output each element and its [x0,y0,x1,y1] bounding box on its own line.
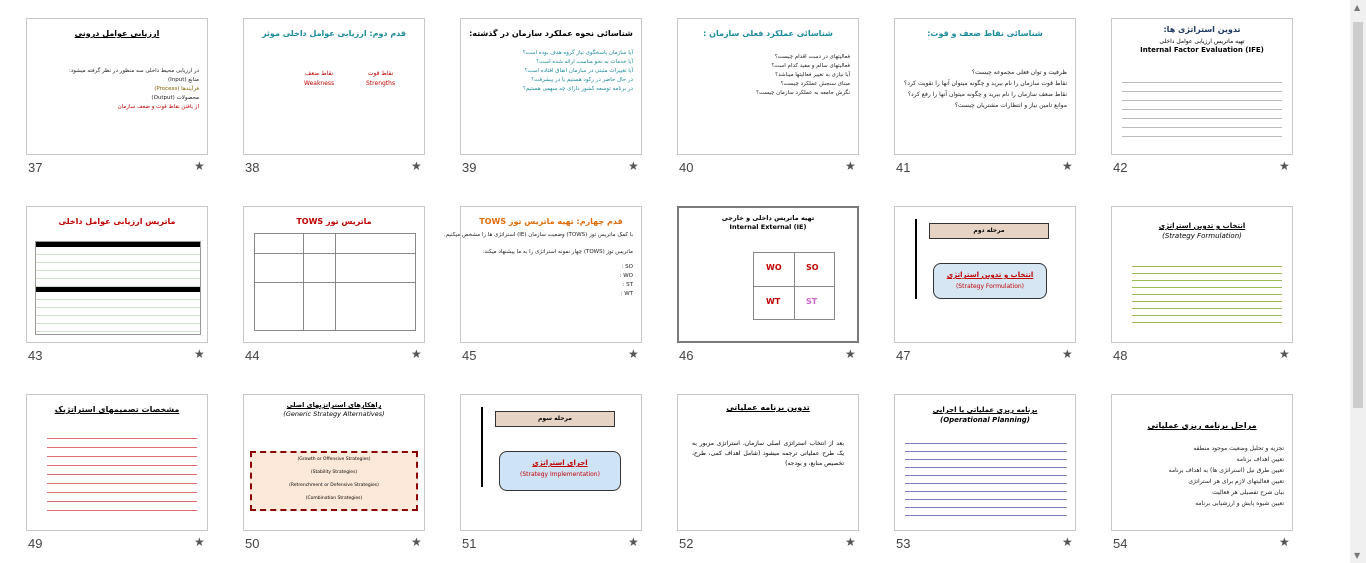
star-icon: ★ [628,159,639,173]
stage-title-en: (Strategy Implementation) [520,471,600,478]
slide-number: 41 [896,160,911,175]
slide-body: بعد از انتخاب استراتژی اصلی سازمان، استراتژی مزبور به یک طرح عملیاتی ترجمه میشود (شامل اهداف کمی، طرح، تخصیص منابع، و بودجه) [692,440,844,467]
slide-text-block [905,439,1067,519]
star-icon: ★ [628,535,639,549]
slide-line: منابع (Input) [167,77,199,83]
slide-title: قدم چهارم: تهیه ماتریس توز TOWS [479,217,623,226]
quadrant-wt: WT [766,297,781,306]
star-icon: ★ [1279,535,1290,549]
slide-title: تدوین برنامه عملیاتی [726,403,810,412]
slide-title: قدم دوم: ارزیابی عوامل داخلی موثر [261,29,407,38]
stage-label: مرحله سوم [495,411,615,427]
slide-line: در حال حاضر در رکود هستیم یا در پیشرفت؟ [531,77,633,83]
slide-line: WO : [619,273,633,279]
slide-thumbnail-48[interactable] [1085,188,1299,362]
slide-number: 40 [679,160,694,175]
slide-line: نگرش جامعه به عملکرد سازمان چیست؟ [756,90,850,96]
slide-line: آیا تغییرات مثبتی در سازمان اتفاق افتاده است؟ [524,68,633,74]
slide-thumbnail-44[interactable] [217,188,431,362]
star-icon: ★ [194,159,205,173]
slide-subtitle-en: Internal Factor Evaluation (IFE) [1140,46,1264,54]
slide-thumbnail-37[interactable] [0,0,214,174]
ie-matrix [753,252,835,320]
slide-thumbnail-42[interactable] [1085,0,1299,174]
star-icon: ★ [411,347,422,361]
star-icon: ★ [411,535,422,549]
slide-line: از یافتن نقاط قوت و ضعف سازمان [117,104,199,110]
slide-number: 43 [28,348,43,363]
slide-thumbnail-53[interactable] [868,376,1082,550]
strengths-en: Strengths [366,80,396,87]
slide-title: تهیه ماتریس داخلی و خارجی [721,214,815,222]
slide-line: بیان شرح تفصیلی هر فعالیت [1212,489,1284,496]
slide-line: تعیین فعالیتهای لازم برای هر استراتژی [1188,478,1284,485]
slide-thumbnail-49[interactable] [0,376,214,550]
slide-line: تعیین اهداف برنامه [1236,456,1284,463]
slide-line: محصولات (Output) [151,95,199,101]
star-icon: ★ [194,535,205,549]
slide-thumbnail-41[interactable] [868,0,1082,174]
stage-box [499,451,621,491]
star-icon: ★ [411,159,422,173]
star-icon: ★ [1279,159,1290,173]
slide-title: شناسائی نقاط ضعف و قوت: [927,29,1043,38]
slide-subtitle-en: (Operational Planning) [940,416,1030,424]
slide-line: تجزیه و تحلیل وضعیت موجود منطقه [1193,445,1284,452]
star-icon: ★ [845,535,856,549]
slide-number: 47 [896,348,911,363]
tows-grid [254,233,416,331]
star-icon: ★ [1062,535,1073,549]
strategy-option: (Growth or Offensive Strategies) [297,457,371,462]
slide-line: WT : [620,291,633,297]
star-icon: ★ [1279,347,1290,361]
slide-number: 48 [1113,348,1128,363]
slide-title: شناسائی عملکرد فعلی سازمان : [703,29,833,38]
slide-title: راهکارهای استراتژیهای اصلی [286,401,382,409]
slide-number: 42 [1113,160,1128,175]
slide-thumbnail-40[interactable] [651,0,865,174]
slide-text-block [1132,263,1282,323]
slide-number: 52 [679,536,694,551]
decorative-line [915,219,917,299]
slide-thumbnail-45[interactable] [434,188,648,362]
slide-title: ماتریس ارزیابی عوامل داخلی [58,217,176,226]
quadrant-wo: WO [766,263,782,272]
star-icon: ★ [194,347,205,361]
slide-line: ST : [622,282,633,288]
decorative-line [481,407,483,487]
scroll-up-icon[interactable]: ▲ [1354,3,1361,12]
slide-number: 49 [28,536,43,551]
slide-title: انتخاب و تدوین استراتژی [1158,222,1246,230]
slide-number: 50 [245,536,260,551]
vertical-scrollbar[interactable] [1350,0,1366,563]
slide-line: فعالیتهای سالم و مفید کدام است؟ [771,63,850,69]
slide-thumbnail-46[interactable] [651,188,865,362]
slide-number: 53 [896,536,911,551]
slide-subtitle-en: (Generic Strategy Alternatives) [283,410,385,418]
ife-table [35,241,201,335]
slide-thumbnail-38[interactable] [217,0,431,174]
slide-number: 38 [245,160,260,175]
slide-title: مراحل برنامه ریزی عملیاتی [1147,421,1257,430]
slide-line: SO : [621,264,633,270]
slide-line: ظرفیت و توان فعلی مجموعه چیست؟ [971,69,1067,76]
slide-line: موانع تامین نیاز و انتظارات مشتریان چیست؟ [954,102,1067,109]
slide-thumbnail-43[interactable] [0,188,214,362]
weakness-label: نقاط ضعف [304,70,334,77]
scrollbar-thumb[interactable] [1353,22,1363,408]
generic-strategies-box [250,451,418,511]
slide-title: ارزیابی عوامل درونی [74,29,160,38]
stage-title: اجرای استراتژی [532,459,588,467]
slide-number: 51 [462,536,477,551]
slide-subtitle-en: (Strategy Formulation) [1162,232,1242,240]
slide-line: تعیین شیوه پایش و ارزشیابی برنامه [1195,500,1284,507]
slide-line: فعالیتهای در دست اقدام چیست؟ [774,54,850,60]
slide-thumbnail-54[interactable] [1085,376,1299,550]
slide-title: شناسائی نحوه عملکرد سازمان در گذشته: [469,29,633,38]
slide-line: ماتریس توز (TOWS) چهار نمونه استراتژی را به ما پیشنهاد میکند: [482,249,633,255]
slide-number: 39 [462,160,477,175]
strengths-label: نقاط قوت [367,70,394,77]
stage-box [933,263,1047,299]
star-icon: ★ [1062,159,1073,173]
slide-number: 46 [679,348,694,363]
slide-thumbnail-51[interactable] [434,376,648,550]
quadrant-so: SO [806,263,819,272]
strategy-option: (Combination Strategies) [305,496,363,501]
slide-thumbnail-47[interactable] [868,188,1082,362]
slide-line: مبنای سنجش عملکرد چیست؟ [780,81,850,87]
slide-line: فرآیندها (Process) [154,86,199,92]
weakness-en: Weakness [304,80,335,87]
slide-title: ماتریس توز TOWS [296,217,372,226]
slide-thumbnail-52[interactable] [651,376,865,550]
slide-title: برنامه ریزی عملیاتی یا اجرایی [932,406,1038,414]
slide-subtitle: تهیه ماتریس ارزیابی عوامل داخلی [1159,38,1245,45]
slide-thumbnail-50[interactable] [217,376,431,550]
strategy-option: (Stability Strategies) [310,470,358,475]
slide-line: نقاط ضعف سازمان را نام ببرید و چگونه میتوان آنها را رفع کرد؟ [907,91,1067,98]
star-icon: ★ [845,159,856,173]
slide-line: در برنامه توسعه کشور دارای چه سهمی هستیم؟ [522,86,633,92]
stage-title-en: (Strategy Formulation) [955,283,1025,290]
slide-line: آیا نیازی به تغییر فعالیتها میباشد؟ [775,72,850,78]
scroll-down-icon[interactable]: ▼ [1354,551,1361,560]
slide-number: 37 [28,160,43,175]
slide-line: با کمک ماتریس توز (TOWS) وضعیت سازمان (IE) استراتژی ها را مشخص میکنیم. [443,232,633,238]
star-icon: ★ [1062,347,1073,361]
slide-line: آیا خدمات به نحو مناسب ارائه شده است؟ [536,59,633,65]
slide-title: مشخصات تصمیمهای استراتژیک [54,405,180,414]
slide-text-block [47,433,197,513]
slide-line: نقاط قوت سازمان را نام ببرید و چگونه میتوان آنها را تقویت کرد؟ [904,80,1067,87]
stage-label: مرحله دوم [929,223,1049,239]
star-icon: ★ [628,347,639,361]
slide-text-block [1122,77,1282,137]
slide-line: تعیین طرق نیل (استراتژی ها) به اهداف برنامه [1168,467,1284,474]
slide-number: 45 [462,348,477,363]
slide-line: آیا سازمان پاسخگوی نیاز گروه هدف بوده است؟ [522,50,633,56]
slide-title: تدوین استراتژی ها: [1163,25,1241,34]
quadrant-st: ST [806,297,818,306]
slide-number: 54 [1113,536,1128,551]
slide-number: 44 [245,348,260,363]
slide-subtitle-en: Internal External (IE) [729,223,807,231]
stage-title: انتخاب و تدوین استراتژی [946,271,1034,279]
star-icon: ★ [845,347,856,361]
slide-line: در ارزیابی محیط داخلی سه منظور در نظر گرفته میشود: [68,68,199,74]
slide-thumbnail-39[interactable] [434,0,648,174]
strategy-option: (Retrenchment or Defensive Strategies) [289,483,379,488]
